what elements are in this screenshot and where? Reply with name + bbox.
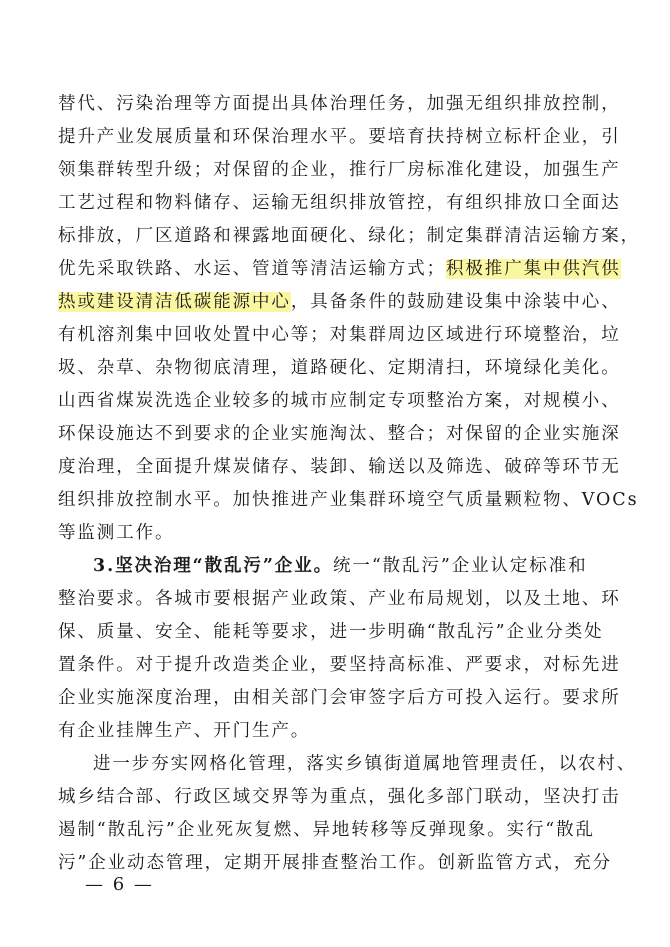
body-text-line: 有机溶剂集中回收处置中心等；对集群周边区域进行环境整治，垃 (58, 325, 621, 345)
body-text-line: 企业实施深度治理，由相关部门会审签字后方可投入运行。要求所 (58, 688, 621, 708)
body-text-line: 度治理，全面提升煤炭储存、装卸、输送以及筛选、破碎等环节无 (58, 457, 621, 477)
body-text-line: 污”企业动态管理，定期开展排查整治工作。创新监管方式，充分 (58, 853, 613, 873)
body-text-line: 替代、污染治理等方面提出具体治理任务，加强无组织排放控制， (58, 94, 621, 114)
body-text-line: 遏制“散乱污”企业死灰复燃、异地转移等反弹现象。实行“散乱 (58, 820, 595, 840)
body-text-line: 工艺过程和物料储存、运输无组织排放管控，有组织排放口全面达 (58, 193, 621, 213)
section-heading: 3.坚决治理“散乱污”企业。 (93, 556, 334, 576)
highlighted-text: 热或建设清洁低碳能源中心 (58, 292, 291, 312)
body-text-line: 提升产业发展质量和环保治理水平。要培育扶持树立标杆企业，引 (58, 127, 621, 147)
body-text-line: 整治要求。各城市要根据产业政策、产业布局规划，以及土地、环 (58, 589, 621, 609)
body-text-line: 有企业挂牌生产、开门生产。 (58, 721, 311, 741)
body-text-line: 山西省煤炭洗选企业较多的城市应制定专项整治方案，对规模小、 (58, 391, 621, 411)
section-heading-line: 3.坚决治理“散乱污”企业。统一“散乱污”企业认定标准和 (93, 556, 588, 576)
body-text-line: 标排放，厂区道路和裸露地面硬化、绿化；制定集群清洁运输方案， (58, 226, 640, 246)
body-text-line: 组织排放控制水平。加快推进产业集群环境空气质量颗粒物、VOCs (58, 490, 639, 510)
body-text-line: 置条件。对于提升改造类企业，要坚持高标准、严要求，对标先进 (58, 655, 621, 675)
body-text-line: 热或建设清洁低碳能源中心，具备条件的鼓励建设集中涂装中心、 (58, 292, 621, 312)
body-text-line: 领集群转型升级；对保留的企业，推行厂房标准化建设，加强生产 (58, 160, 621, 180)
body-text-line: 优先采取铁路、水运、管道等清洁运输方式；积极推广集中供汽供 (58, 259, 621, 279)
body-text-line: 环保设施达不到要求的企业实施淘汰、整合；对保留的企业实施深 (58, 424, 621, 444)
body-text-line: 城乡结合部、行政区域交界等为重点，强化多部门联动，坚决打击 (58, 787, 621, 807)
highlighted-text: 积极推广集中供汽供 (446, 259, 621, 279)
body-text-line: 等监测工作。 (58, 523, 175, 543)
body-text-line: 进一步夯实网格化管理，落实乡镇街道属地管理责任，以农村、 (93, 754, 637, 774)
page-number: — 6 — (85, 874, 154, 895)
body-text-line: 圾、杂草、杂物彻底清理，道路硬化、定期清扫，环境绿化美化。 (58, 358, 621, 378)
body-text-line: 保、质量、安全、能耗等要求，进一步明确“散乱污”企业分类处 (58, 622, 604, 642)
